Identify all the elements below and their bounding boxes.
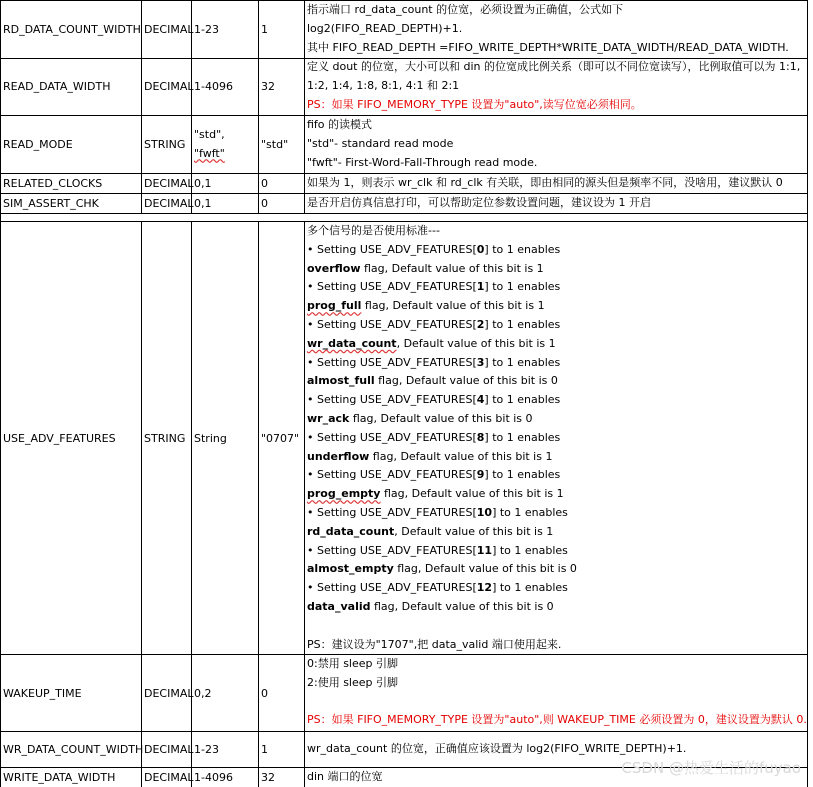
feature-flag-suffix: flag, Default value of this bit is 0 [370,599,554,613]
table-row [0,194,808,214]
param-range-cell [191,768,258,787]
param-type: DECIMAL [144,80,194,93]
feature-setting-prefix: • Setting USE_ADV_FEATURES[ [307,393,477,407]
param-range: 1-4096 [194,80,233,93]
desc-line: 是否开启仿真信息打印，可以帮助定位参数设置问题，建议设为 1 开启 [307,196,651,210]
feature-flag: prog_empty [307,487,381,501]
param-range-cell [191,732,258,767]
table-row [0,655,808,732]
param-default-cell [258,174,304,193]
param-desc-cell [304,222,808,654]
param-type: DECIMAL [144,177,194,190]
feature-bit: 8 [476,430,485,444]
feature-bit: 10 [476,505,493,519]
param-type-cell [141,222,191,654]
feature-setting-prefix: • Setting USE_ADV_FEATURES[ [307,430,477,444]
param-default-cell [258,194,304,213]
feature-flag-suffix: flag, Default value of this bit is 1 [360,261,544,275]
feature-setting-prefix: • Setting USE_ADV_FEATURES[ [307,505,477,519]
feature-flag-suffix: , Default value of this bit is 1 [394,524,554,538]
feature-bit: 11 [476,543,493,557]
param-range-option: "std", [194,127,225,141]
desc-line: 多个信号的是否使用标准--- [307,224,440,237]
param-type: STRING [144,138,186,151]
feature-flag-line [307,372,807,391]
desc-line: log2(FIFO_READ_DEPTH)+1. [307,21,463,35]
feature-flag-line [307,335,807,354]
param-type-cell [141,174,194,193]
feature-setting-suffix: ] to 1 enables [492,505,568,519]
param-default: 0 [261,197,268,210]
feature-setting-suffix: ] to 1 enables [484,430,561,444]
feature-bit: 3 [476,355,485,369]
feature-setting-line [307,504,807,523]
param-range-cell [191,1,258,58]
feature-setting-suffix: ] to 1 enables [492,543,568,557]
param-default: 1 [261,23,268,36]
param-default: 0 [261,177,268,190]
feature-bit: 1 [476,280,485,294]
param-default: 32 [261,80,275,93]
table-row [0,0,808,59]
feature-setting-line [307,542,807,561]
feature-bit: 4 [476,393,485,407]
param-default: 0 [261,686,268,700]
param-range: 0,1 [194,177,212,190]
feature-setting-suffix: ] to 1 enables [484,468,561,482]
feature-flag-line [307,523,807,542]
param-name: RELATED_CLOCKS [3,177,103,190]
feature-flag-line [307,297,807,316]
feature-bit: 9 [476,468,485,482]
feature-flag-line [307,260,807,279]
param-name-cell [0,732,144,767]
feature-flag: rd_data_count [307,524,395,538]
feature-setting-prefix: • Setting USE_ADV_FEATURES[ [307,317,477,331]
spacer-cell [0,214,141,221]
param-type-cell [141,116,191,173]
param-type-cell [141,768,194,787]
feature-flag: wr_data_count [307,336,397,350]
feature-setting-line [307,391,807,410]
feature-flag-suffix: , Default value of this bit is 1 [396,336,556,350]
feature-flag-line [307,485,807,504]
param-range-cell [191,58,258,115]
feature-setting-suffix: ] to 1 enables [484,317,561,331]
param-type: STRING [144,431,186,445]
desc-line: 如果为 1，则表示 wr_clk 和 rd_clk 有关联，即由相同的源头但是频率不同，没啥用，建议默认 0 [307,176,783,190]
feature-setting-line [307,316,807,335]
param-type-cell [141,1,194,58]
param-name: READ_DATA_WIDTH [3,80,111,93]
desc-line: fifo 的读模式 [307,118,373,131]
param-name-cell [0,1,141,58]
param-default: 1 [261,743,268,756]
feature-flag: wr_ack [307,411,350,425]
feature-setting-prefix: • Setting USE_ADV_FEATURES[ [307,355,477,369]
param-name-cell [0,768,141,787]
feature-setting-line [307,241,807,260]
desc-warning: PS：如果 FIFO_MEMORY_TYPE 设置为"auto",则 WAKEUP_TIME 必须设置为 0，建议设置为默认 0. [307,713,807,727]
param-default-cell [258,116,304,173]
param-type-cell [141,732,194,767]
param-name-cell [0,116,141,173]
table-row [0,116,808,174]
desc-line: "std"- standard read mode [307,136,454,150]
feature-setting-prefix: • Setting USE_ADV_FEATURES[ [307,280,477,294]
param-range: 0,1 [194,197,212,210]
param-type: DECIMAL [144,197,194,210]
feature-flag: overflow [307,261,361,275]
feature-flag: almost_full [307,374,375,388]
param-range-cell [191,655,258,731]
param-name: WAKEUP_TIME [3,686,82,700]
desc-line: 2:使用 sleep 引脚 [307,675,399,689]
feature-setting-line [307,579,807,598]
param-desc-cell [304,174,808,193]
feature-flag: prog_full [307,299,362,313]
table-row [0,58,808,116]
desc-line [307,693,807,712]
desc-line: 0:禁用 sleep 引脚 [307,657,399,670]
param-name: READ_MODE [3,138,73,151]
desc-line: 定义 dout 的位宽，大小可以和 din 的位宽成比例关系（即可以不同位宽读写），比例取值可以为 1:1, [307,60,801,73]
param-default-cell [258,768,304,787]
param-desc-cell [304,116,808,173]
param-desc-cell [304,194,808,213]
param-default: 32 [261,771,275,784]
feature-flag: almost_empty [307,562,394,576]
watermark: CSDN @热爱生活的fuyao [621,759,801,777]
param-range-cell [191,222,258,654]
feature-setting-suffix: ] to 1 enables [492,581,568,595]
feature-setting-prefix: • Setting USE_ADV_FEATURES[ [307,581,477,595]
param-range: 1-4096 [194,771,233,784]
feature-flag: data_valid [307,599,371,613]
feature-setting-prefix: • Setting USE_ADV_FEATURES[ [307,242,477,256]
param-range-cell [191,194,258,213]
table-row [0,222,808,655]
param-type: DECIMAL [144,771,194,784]
table-spacer-row [0,214,808,222]
blank-line [307,617,807,636]
param-default-cell [258,655,304,731]
param-name-cell [0,58,141,115]
param-type: DECIMAL [144,743,194,756]
feature-flag-suffix: flag, Default value of this bit is 0 [393,562,577,576]
feature-flag-suffix: flag, Default value of this bit is 0 [349,411,533,425]
param-range: 1-23 [194,743,219,756]
feature-flag-suffix: flag, Default value of this bit is 1 [361,299,545,313]
param-desc-cell [304,655,808,731]
param-default: "0707" [261,431,300,445]
feature-setting-line [307,278,807,297]
feature-bit: 12 [476,581,493,595]
param-name: SIM_ASSERT_CHK [3,197,99,210]
param-type-cell [141,655,194,731]
param-type: DECIMAL [144,23,194,36]
desc-line: 1:2, 1:4, 1:8, 8:1, 4:1 和 2:1 [307,78,460,92]
param-type-cell [141,194,194,213]
param-name: WR_DATA_COUNT_WIDTH [3,743,144,756]
desc-line: PS：建议设为"1707",把 data_valid 端口使用起来. [307,637,562,651]
feature-setting-line [307,354,807,373]
param-name-cell [0,174,141,193]
feature-flag: underflow [307,449,370,463]
desc-line: "fwft"- First-Word-Fall-Through read mode. [307,155,538,169]
desc-line: 其中 FIFO_READ_DEPTH =FIFO_WRITE_DEPTH*WRITE_DATA_WIDTH/READ_DATA_WIDTH. [307,40,789,54]
param-desc-cell [304,58,808,115]
feature-flag-line [307,410,807,429]
param-range: 1-23 [194,23,219,36]
param-name-cell [0,194,141,213]
feature-flag-line [307,560,807,579]
feature-flag-line [307,598,807,617]
param-range-option: "fwft" [194,146,225,160]
param-name: USE_ADV_FEATURES [3,431,116,445]
feature-setting-suffix: ] to 1 enables [484,242,561,256]
param-default-cell [258,222,304,654]
desc-line: wr_data_count 的位宽，正确值应该设置为 log2(FIFO_WRITE_DEPTH)+1. [307,742,687,756]
param-name-cell [0,655,141,731]
param-default: "std" [261,138,289,151]
param-range: String [194,431,227,445]
param-range-cell [191,116,258,173]
param-type-cell [141,58,194,115]
param-range-cell [191,174,258,193]
param-range: 0,2 [194,686,212,700]
feature-setting-line [307,429,807,448]
feature-setting-suffix: ] to 1 enables [484,355,561,369]
feature-flag-line [307,448,807,467]
feature-setting-suffix: ] to 1 enables [484,393,561,407]
param-name-cell [0,222,141,654]
param-name: WRITE_DATA_WIDTH [3,771,116,784]
desc-line: din 端口的位宽 [307,770,383,784]
param-default-cell [258,1,304,58]
feature-bit: 2 [476,317,485,331]
desc-line: 指示端口 rd_data_count 的位宽，必须设置为正确值，公式如下 [307,3,624,16]
param-type: DECIMAL [144,686,194,700]
param-default-cell [258,732,304,767]
feature-flag-suffix: flag, Default value of this bit is 1 [380,487,564,501]
feature-setting-line [307,466,807,485]
feature-flag-suffix: flag, Default value of this bit is 1 [369,449,553,463]
feature-bit: 0 [476,242,485,256]
feature-flag-suffix: flag, Default value of this bit is 0 [374,374,558,388]
feature-setting-prefix: • Setting USE_ADV_FEATURES[ [307,468,477,482]
param-desc-cell [304,1,808,58]
feature-setting-suffix: ] to 1 enables [484,280,561,294]
param-default-cell [258,58,304,115]
table-row [0,174,808,194]
param-name: RD_DATA_COUNT_WIDTH [3,23,141,36]
desc-warning: PS：如果 FIFO_MEMORY_TYPE 设置为"auto",读写位宽必须相同。 [307,97,642,111]
spacer-cell [141,214,808,221]
feature-setting-prefix: • Setting USE_ADV_FEATURES[ [307,543,477,557]
